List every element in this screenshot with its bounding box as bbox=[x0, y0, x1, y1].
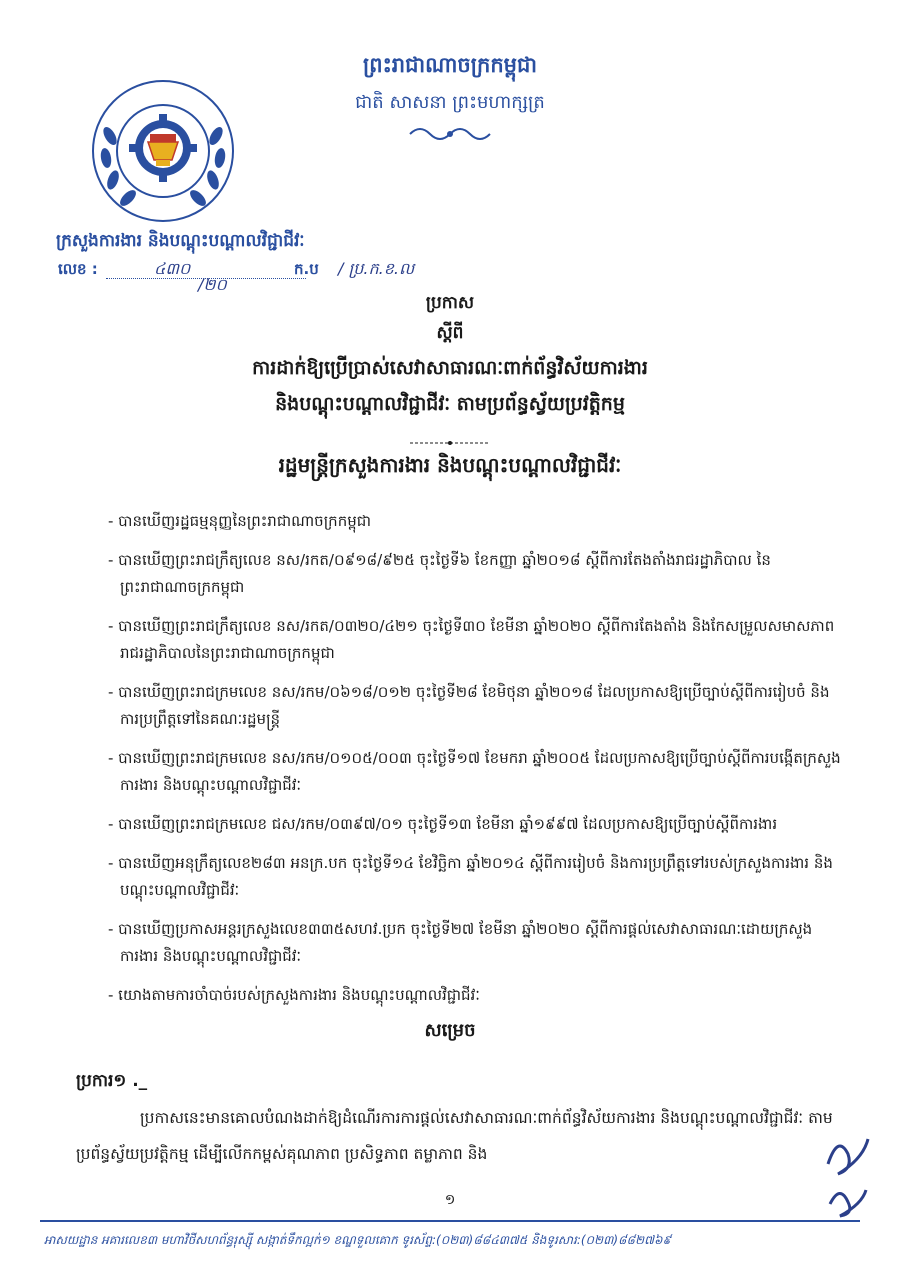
decision-heading: សម្រេច bbox=[424, 1020, 476, 1041]
list-item: - បានឃើញប្រកាសអន្តរក្រសួងលេខ៣៣៥សហវ.ប្រក ចុះថ្ងៃទី២៧ ខែមីនា ឆ្នាំ២០២០ ស្តីពីការផ្តល់សេវាសាធារណៈដោយក្រសួងការងារ និងបណ្តុះបណ្តាលវិជ្ជាជីវៈ bbox=[108, 920, 813, 965]
signatory-title: រដ្ឋមន្ត្រីក្រសួងការងារ និងបណ្តុះបណ្តាលវិជ្ជាជីវៈ bbox=[278, 453, 622, 477]
title-divider bbox=[410, 432, 490, 451]
list-item: - បានឃើញព្រះរាជក្រមលេខ នស/រកម/០១០៥/០០៣ ចុះថ្ងៃទី១៧ ខែមករា ឆ្នាំ២០០៥ ដែលប្រកាសឱ្យប្រើច្បាប់ស្តីពីការបង្កើតក្រសួងការងារ និងបណ្តុះបណ្តាលវិជ្ជាជីវៈ bbox=[108, 749, 841, 794]
handwritten-year: /២០ bbox=[198, 275, 227, 294]
list-item: - យោងតាមការចាំបាច់របស់ក្រសួងការងារ និងបណ្តុះបណ្តាលវិជ្ជាជីវៈ bbox=[108, 986, 480, 1004]
footer-rule bbox=[40, 1220, 860, 1222]
list-item: - បានឃើញព្រះរាជក្រឹត្យលេខ នស/រកត/០៩១៨/៩២៥ ចុះថ្ងៃទី៦ ខែកញ្ញា ឆ្នាំ២០១៨ ស្តីពីការតែងតាំងរាជរដ្ឋាភិបាល នៃព្រះរាជាណាចក្រកម្ពុជា bbox=[108, 551, 771, 596]
page-number: ១ bbox=[444, 1192, 456, 1208]
document-type: ប្រកាស bbox=[425, 293, 475, 313]
list-item: - បានឃើញព្រះរាជក្រមលេខ ជស/រកម/០៣៩៧/០១ ចុះថ្ងៃទី១៣ ខែមីនា ឆ្នាំ១៩៩៧ ដែលប្រកាសឱ្យប្រើច្បាប់ស្តីពីការងារ bbox=[108, 815, 778, 833]
article-1-heading: ប្រការ១ ._ bbox=[76, 1071, 148, 1091]
list-item: - បានឃើញព្រះរាជក្រមលេខ នស/រកម/០៦១៨/០១២ ចុះថ្ងៃទី២៨ ខែមិថុនា ឆ្នាំ២០១៨ ដែលប្រកាសឱ្យប្រើច្បាប់ស្តីពីការរៀបចំ និងការប្រព្រឹត្តទៅនៃគណៈរដ្ឋមន្ត្រី bbox=[108, 683, 830, 728]
national-motto: ជាតិ សាសនា ព្រះមហាក្សត្រ bbox=[355, 92, 545, 113]
title-line-1: ការដាក់ឱ្យប្រើប្រាស់សេវាសាធារណៈពាក់ព័ន្ធវិស័យការងារ bbox=[252, 357, 648, 379]
list-item: - បានឃើញព្រះរាជក្រឹត្យលេខ នស/រកត/០៣២០/៤២១ ចុះថ្ងៃទី៣០ ខែមីនា ឆ្នាំ២០២០ ស្តីពីការតែងតាំង និងកែសម្រួលសមាសភាពរាជរដ្ឋាភិបាលនៃព្រះរាជាណាចក្រកម្ពុជា bbox=[108, 617, 835, 662]
handwritten-office: / ប្រ.ក.ខ.ល bbox=[338, 259, 415, 278]
tacteng-ornament-icon bbox=[405, 122, 495, 142]
ministry-seal-icon bbox=[88, 76, 238, 230]
references-list bbox=[108, 508, 848, 1021]
title-line-2: និងបណ្តុះបណ្តាលវិជ្ជាជីវៈ តាមប្រព័ន្ធស្វ័យប្រវត្តិកម្ម bbox=[275, 393, 625, 415]
number-label: លេខ : bbox=[58, 260, 98, 278]
office-code: ក.ប bbox=[294, 260, 319, 278]
about-label: ស្តីពី bbox=[436, 323, 464, 343]
footer-address: អាសយដ្ឋាន អគារលេខ៣ មហាវិថីសហព័ន្ធរុស្ស៊ី សង្កាត់ទឹកល្អក់១ ខណ្ឌទួលគោក ទូរស័ព្ទ:(០២៣)៨៨៤៣៧៥ និងទូរសារ:(០២៣)៨៨២៧៦៩ bbox=[44, 1233, 671, 1247]
signature-initials-icon bbox=[818, 1124, 878, 1228]
ministry-name: ក្រសួងការងារ និងបណ្តុះបណ្តាលវិជ្ជាជីវៈ bbox=[56, 231, 305, 251]
list-item: - បានឃើញអនុក្រឹត្យលេខ២៨៣ អនក្រ.បក ចុះថ្ងៃទី១៤ ខែវិច្ឆិកា ឆ្នាំ២០១៤ ស្តីពីការរៀបចំ និងការប្រព្រឹត្តទៅរបស់ក្រសួងការងារ និងបណ្តុះបណ្តាលវិជ្ជាជីវៈ bbox=[108, 854, 833, 899]
list-item: - បានឃើញរដ្ឋធម្មនុញ្ញនៃព្រះរាជាណាចក្រកម្ពុជា bbox=[108, 512, 372, 530]
tacteng-ornament bbox=[330, 122, 570, 148]
reference-number bbox=[58, 258, 438, 294]
handwritten-number: ៤៣០ bbox=[154, 259, 191, 278]
article-1-text bbox=[76, 1100, 846, 1172]
article-1-body: ប្រកាសនេះមានគោលបំណងដាក់ឱ្យដំណើរការការផ្តល់សេវាសាធារណៈពាក់ព័ន្ធវិស័យការងារ និងបណ្តុះបណ្តាលវិជ្ជាជីវៈ តាមប្រព័ន្ធស្វ័យប្រវត្តិកម្ម ដើម្បីលើកកម្ពស់គុណភាព ប្រសិទ្ធភាព តម្លាភាព និង bbox=[76, 1109, 833, 1163]
kingdom-heading: ព្រះរាជាណាចក្រកម្ពុជា bbox=[362, 53, 537, 77]
